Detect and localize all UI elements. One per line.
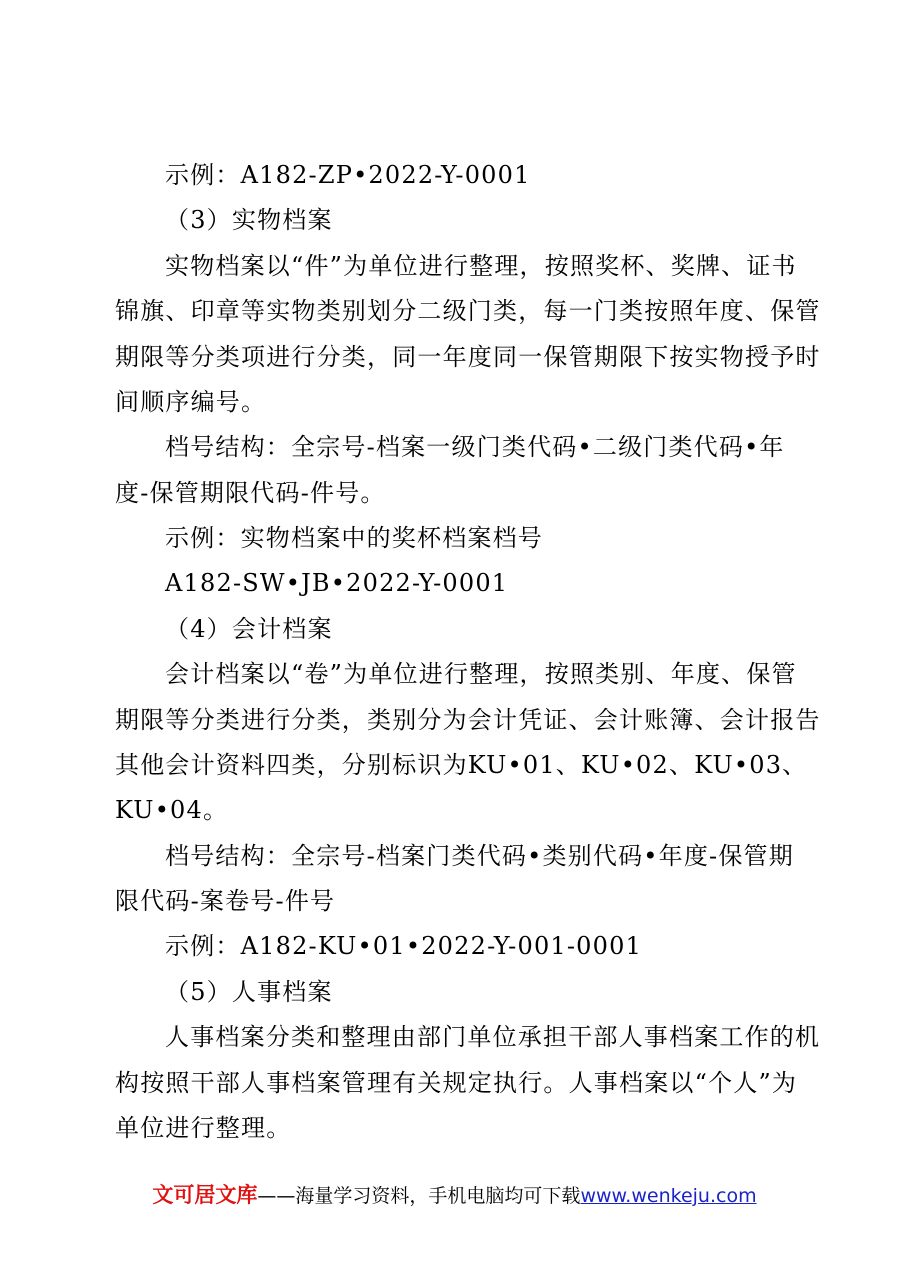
paragraph-line: 锦旗、印章等实物类别划分二级门类，每一门类按照年度、保管 [115,297,821,325]
paragraph-line: 其他会计资料四类，分别标识为KU•01、KU•02、KU•03、 [115,751,808,779]
example-line: 示例：A182-KU•01•2022-Y-001-0001 [165,932,643,960]
section-heading: （4）会计档案 [165,615,333,643]
paragraph-line: 人事档案分类和整理由部门单位承担干部人事档案工作的机 [165,1023,821,1051]
paragraph-line: 构按照干部人事档案管理有关规定执行。人事档案以“个人”为 [115,1069,798,1097]
paragraph-line: 度-保管期限代码-件号。 [115,479,386,507]
example-line: 示例：实物档案中的奖杯档案档号 [165,524,543,552]
example-code-line: A182-SW•JB•2022-Y-0001 [165,569,509,597]
footer-brand: 文可居文库 [152,1183,258,1207]
paragraph-line: 档号结构：全宗号-档案一级门类代码•二级门类代码•年 [165,433,785,461]
example-line: 示例：A182-ZP•2022-Y-0001 [165,161,531,189]
paragraph-line: 限代码-案卷号-件号 [115,887,336,915]
paragraph-line: 期限等分类项进行分类，同一年度同一保管期限下按实物授予时 [115,343,821,371]
paragraph-line: KU•04。 [115,796,229,824]
footer-link[interactable]: www.wenkeju.com [580,1185,757,1207]
paragraph-line: 间顺序编号。 [115,388,267,416]
section-heading: （5）人事档案 [165,978,333,1006]
footer-banner [0,1182,909,1209]
paragraph-line: 实物档案以“件”为单位进行整理，按照奖杯、奖牌、证书 [165,252,797,280]
paragraph-line: 会计档案以“卷”为单位进行整理，按照类别、年度、保管 [165,660,797,688]
section-heading: （3）实物档案 [165,206,333,234]
paragraph-line: 期限等分类进行分类，类别分为会计凭证、会计账簿、会计报告 [115,706,821,734]
paragraph-line: 单位进行整理。 [115,1114,292,1142]
paragraph-line: 档号结构：全宗号-档案门类代码•类别代码•年度-保管期 [165,842,794,870]
footer-slogan: ——海量学习资料，手机电脑均可下载 [257,1185,581,1207]
